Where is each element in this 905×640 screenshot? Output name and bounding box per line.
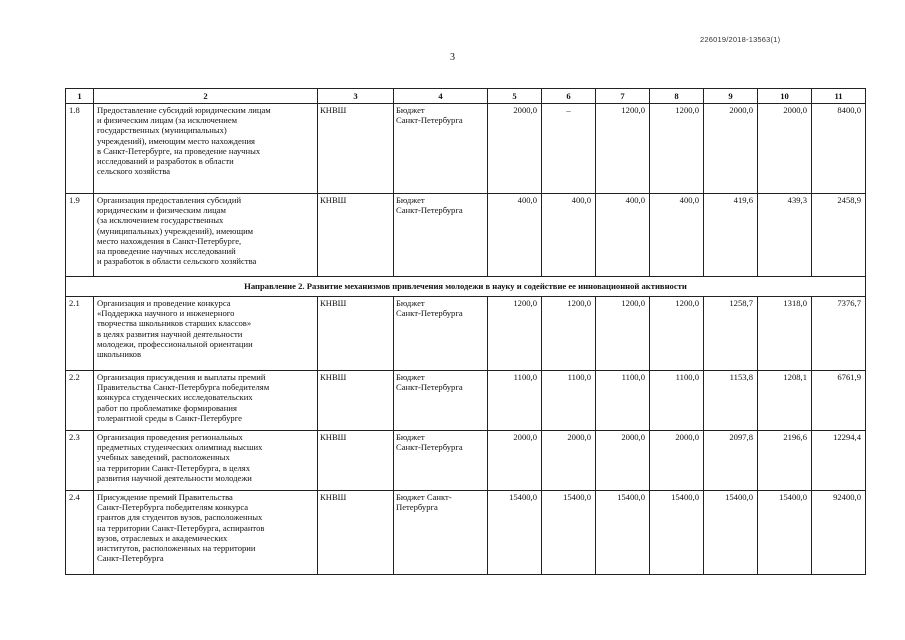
row-value-7: 1100,0: [596, 371, 650, 431]
funding-source-line: Санкт-Петербурга: [396, 382, 463, 393]
row-description: [94, 194, 318, 277]
row-executor: КНВШ: [318, 297, 394, 371]
description-line: исследований и разработок в области: [97, 156, 234, 167]
row-funding-source: [394, 491, 488, 575]
funding-source-line: Петербурга: [396, 502, 438, 513]
row-value-7: 2000,0: [596, 431, 650, 491]
row-value-6: 1100,0: [542, 371, 596, 431]
description-line: юридическим и физическим лицам: [97, 205, 226, 216]
funding-source-line: Бюджет: [396, 432, 425, 442]
row-funding-source: [394, 297, 488, 371]
row-value-8: 1100,0: [650, 371, 704, 431]
row-executor: КНВШ: [318, 371, 394, 431]
row-value-7: 15400,0: [596, 491, 650, 575]
row-value-6: 400,0: [542, 194, 596, 277]
description-line: Присуждение премий Правительства: [97, 492, 233, 502]
row-value-6: 15400,0: [542, 491, 596, 575]
row-executor: КНВШ: [318, 104, 394, 194]
column-header: 9: [704, 89, 758, 104]
funding-source-line: Санкт-Петербурга: [396, 205, 463, 216]
row-value-9: 2097,8: [704, 431, 758, 491]
funding-source-line: Бюджет: [396, 105, 425, 115]
row-executor: КНВШ: [318, 194, 394, 277]
description-line: и разработок в области сельского хозяйства: [97, 256, 257, 267]
row-description: [94, 371, 318, 431]
row-value-11: 8400,0: [812, 104, 866, 194]
row-value-5: 15400,0: [488, 491, 542, 575]
table-row: [66, 297, 866, 371]
row-value-11: 6761,9: [812, 371, 866, 431]
section-row: [66, 277, 866, 297]
row-description: [94, 297, 318, 371]
description-line: конкурса студенческих исследовательских: [97, 392, 253, 403]
budget-table: [65, 88, 866, 575]
row-value-11: 2458,9: [812, 194, 866, 277]
table-row: [66, 371, 866, 431]
funding-source-line: Бюджет: [396, 372, 425, 382]
row-value-10: 439,3: [758, 194, 812, 277]
row-value-10: 1318,0: [758, 297, 812, 371]
row-value-5: 1200,0: [488, 297, 542, 371]
row-value-10: 15400,0: [758, 491, 812, 575]
description-line: государственных (муниципальных): [97, 125, 227, 136]
description-line: вузов, отраслевых и академических: [97, 532, 228, 543]
table-row: [66, 491, 866, 575]
column-header: 4: [394, 89, 488, 104]
column-header: 7: [596, 89, 650, 104]
description-line: в целях развития научной деятельности: [97, 328, 243, 339]
description-line: грантов для студентов вузов, расположенных: [97, 512, 263, 523]
description-line: Правительства Санкт-Петербурга победителям: [97, 382, 270, 393]
row-index: 2.3: [66, 431, 94, 491]
row-index: 2.4: [66, 491, 94, 575]
row-index: 1.8: [66, 104, 94, 194]
row-value-11: 12294,4: [812, 431, 866, 491]
description-line: молодежи, профессиональной ориентации: [97, 338, 253, 349]
description-line: Организация проведения региональных: [97, 432, 243, 442]
row-value-6: 1200,0: [542, 297, 596, 371]
document-id: 226019/2018-13563(1): [700, 35, 781, 44]
row-value-9: 1153,8: [704, 371, 758, 431]
description-line: и физическим лицам (за исключением: [97, 115, 238, 126]
row-value-7: 400,0: [596, 194, 650, 277]
description-line: Организация присуждения и выплаты премий: [97, 372, 266, 382]
funding-source-line: Санкт-Петербурга: [396, 442, 463, 453]
row-value-8: 400,0: [650, 194, 704, 277]
row-value-9: 419,6: [704, 194, 758, 277]
funding-source-line: Санкт-Петербурга: [396, 308, 463, 319]
description-line: развития научной деятельности молодежи: [97, 472, 252, 483]
column-header: 8: [650, 89, 704, 104]
funding-source-line: Бюджет: [396, 195, 425, 205]
description-line: работ по проблематике формирования: [97, 402, 237, 413]
row-funding-source: [394, 371, 488, 431]
table-header-row: [66, 89, 866, 104]
row-description: [94, 491, 318, 575]
description-line: Предоставление субсидий юридическим лицам: [97, 105, 271, 115]
row-value-5: 400,0: [488, 194, 542, 277]
description-line: Санкт-Петербурга победителям конкурса: [97, 502, 249, 513]
description-line: (за исключением государственных: [97, 215, 224, 226]
row-funding-source: [394, 194, 488, 277]
table-row: [66, 431, 866, 491]
description-line: творчества школьников старших классов»: [97, 318, 252, 329]
row-value-7: 1200,0: [596, 104, 650, 194]
funding-source-line: Санкт-Петербурга: [396, 115, 463, 126]
row-value-11: 92400,0: [812, 491, 866, 575]
row-description: [94, 104, 318, 194]
funding-source-line: Бюджет: [396, 298, 425, 308]
row-value-6: –: [542, 104, 596, 194]
row-value-10: 2196,6: [758, 431, 812, 491]
row-executor: КНВШ: [318, 431, 394, 491]
row-value-8: 15400,0: [650, 491, 704, 575]
description-line: «Поддержка научного и инженерного: [97, 308, 235, 319]
row-value-8: 2000,0: [650, 431, 704, 491]
row-value-10: 2000,0: [758, 104, 812, 194]
description-line: на проведение научных исследований: [97, 246, 236, 257]
row-value-9: 15400,0: [704, 491, 758, 575]
row-value-7: 1200,0: [596, 297, 650, 371]
table-row: [66, 194, 866, 277]
description-line: Организация и проведение конкурса: [97, 298, 231, 308]
description-line: место нахождения в Санкт-Петербурге,: [97, 235, 242, 246]
row-value-9: 2000,0: [704, 104, 758, 194]
column-header: 1: [66, 89, 94, 104]
column-header: 5: [488, 89, 542, 104]
row-executor: КНВШ: [318, 491, 394, 575]
description-line: толерантной среды в Санкт-Петербурге: [97, 412, 242, 423]
row-value-10: 1208,1: [758, 371, 812, 431]
row-value-5: 1100,0: [488, 371, 542, 431]
row-index: 2.1: [66, 297, 94, 371]
row-description: [94, 431, 318, 491]
description-line: сельского хозяйства: [97, 166, 171, 177]
page-number: 3: [450, 52, 455, 63]
row-value-9: 1258,7: [704, 297, 758, 371]
column-header: 11: [812, 89, 866, 104]
column-header: 6: [542, 89, 596, 104]
description-line: учреждений), имеющим место нахождения: [97, 135, 255, 146]
column-header: 2: [94, 89, 318, 104]
description-line: на территории Санкт-Петербурга, аспирантов: [97, 522, 265, 533]
row-value-8: 1200,0: [650, 104, 704, 194]
row-value-8: 1200,0: [650, 297, 704, 371]
description-line: (муниципальных) учреждений), имеющим: [97, 225, 254, 236]
row-value-5: 2000,0: [488, 104, 542, 194]
row-index: 1.9: [66, 194, 94, 277]
description-line: предметных студенческих олимпиад высших: [97, 442, 263, 453]
section-title: Направление 2. Развитие механизмов привлечения молодежи в науку и содействие ее инновационной активности: [66, 277, 866, 297]
row-funding-source: [394, 431, 488, 491]
column-header: 3: [318, 89, 394, 104]
table-row: [66, 104, 866, 194]
row-value-5: 2000,0: [488, 431, 542, 491]
row-funding-source: [394, 104, 488, 194]
description-line: учебных заведений, расположенных: [97, 452, 230, 463]
funding-source-line: Бюджет Санкт-: [396, 492, 452, 502]
description-line: Организация предоставления субсидий: [97, 195, 242, 205]
description-line: институтов, расположенных на территории: [97, 543, 256, 554]
description-line: в Санкт-Петербурге, на проведение научных: [97, 145, 261, 156]
row-index: 2.2: [66, 371, 94, 431]
description-line: Санкт-Петербурга: [97, 553, 164, 564]
description-line: школьников: [97, 349, 142, 360]
column-header: 10: [758, 89, 812, 104]
description-line: на территории Санкт-Петербурга, в целях: [97, 462, 251, 473]
row-value-11: 7376,7: [812, 297, 866, 371]
row-value-6: 2000,0: [542, 431, 596, 491]
